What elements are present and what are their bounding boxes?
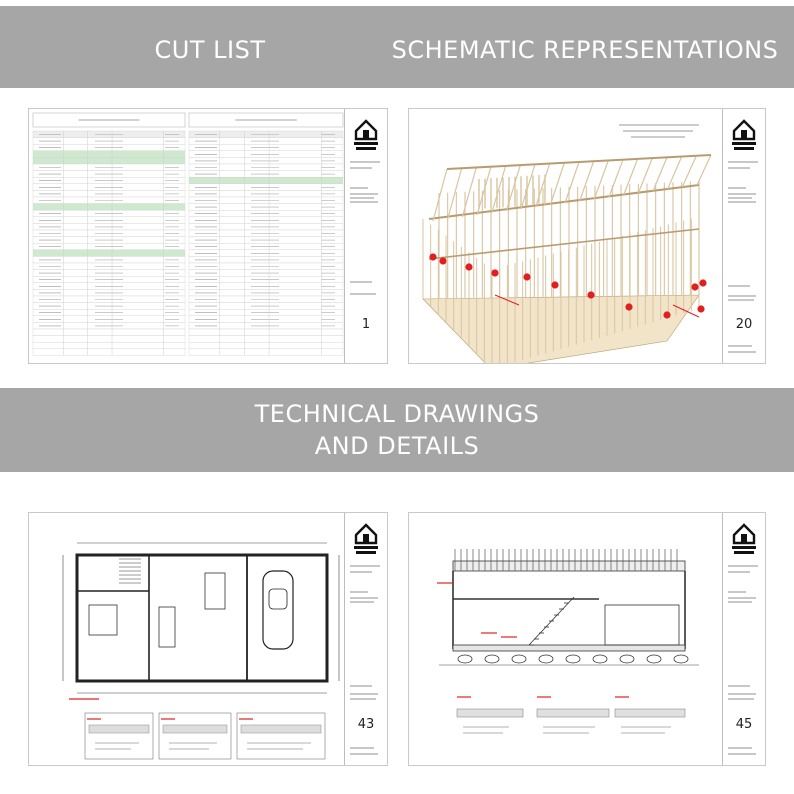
pier-marker (491, 269, 498, 276)
pier-marker (587, 291, 594, 298)
section-sheet (408, 512, 766, 766)
sofa (205, 573, 225, 609)
foundation-pier (647, 655, 661, 663)
foundation-pier (566, 655, 580, 663)
cut-list-row (33, 157, 185, 164)
detail-box (237, 713, 325, 759)
bed (89, 605, 117, 635)
logo-house-icon (352, 115, 380, 153)
pier-marker (625, 303, 632, 310)
top-banner (0, 6, 794, 88)
logo-house-icon (730, 115, 758, 153)
car (263, 571, 293, 649)
floor-plan-title-block (344, 513, 387, 765)
floor-plan-drawing (29, 513, 347, 766)
schematic-title-block (722, 109, 765, 363)
pier-marker (439, 257, 446, 264)
cut-list-row (33, 336, 185, 343)
cut-list-table (29, 109, 347, 364)
cut-list-title-block (344, 109, 387, 363)
cut-list-row (189, 329, 343, 336)
dining-table (159, 607, 175, 647)
cut-list-row (33, 342, 185, 349)
foundation-pier (593, 655, 607, 663)
cut-list-sheet-number: 1 (361, 317, 371, 332)
cut-list-row (189, 336, 343, 343)
section-title-block (722, 513, 765, 765)
cut-list-row (189, 177, 343, 184)
cut-list-row (189, 342, 343, 349)
pier-marker (663, 311, 670, 318)
framing-3d-view (409, 109, 725, 364)
foundation-pier (674, 655, 688, 663)
section-sheet-number: 45 (735, 717, 753, 732)
logo-house-icon (352, 519, 380, 557)
cut-list-row (33, 329, 185, 336)
cut-list-sheet (28, 108, 388, 364)
detail-box (85, 713, 153, 759)
cut-list-row (189, 349, 343, 356)
pier-marker (465, 263, 472, 270)
technical-heading-line1: TECHNICAL DRAWINGS (254, 400, 540, 428)
pier-marker (691, 283, 698, 290)
detail-box (615, 709, 685, 717)
schematic-heading: SCHEMATIC REPRESENTATIONS (391, 36, 779, 64)
cut-list-row (33, 349, 185, 356)
cut-list-row (33, 151, 185, 158)
logo-house-icon (730, 519, 758, 557)
detail-box (537, 709, 609, 717)
floor-plan-sheet (28, 512, 388, 766)
cut-list-heading: CUT LIST (154, 36, 266, 64)
pier-marker (551, 281, 558, 288)
pier-marker (699, 279, 706, 286)
top-plate (429, 229, 699, 259)
ridge-beam (447, 155, 711, 169)
detail-box (457, 709, 523, 717)
technical-heading-line2: AND DETAILS (314, 432, 480, 460)
cut-list-row (33, 204, 185, 211)
middle-banner (0, 388, 794, 472)
schematic-sheet-number: 20 (735, 317, 753, 332)
floor-slab (453, 645, 685, 651)
floor-plan-sheet-number: 43 (357, 717, 375, 732)
pier-marker (697, 305, 704, 312)
schematic-sheet (408, 108, 766, 364)
foundation-pier (458, 655, 472, 663)
cut-list-row (33, 250, 185, 257)
foundation-pier (620, 655, 634, 663)
foundation-pier (539, 655, 553, 663)
pier-marker (429, 253, 436, 260)
foundation-pier (512, 655, 526, 663)
cabinets (605, 605, 679, 645)
detail-box (159, 713, 231, 759)
pier-marker (523, 273, 530, 280)
section-drawing (409, 513, 725, 766)
foundation-pier (485, 655, 499, 663)
